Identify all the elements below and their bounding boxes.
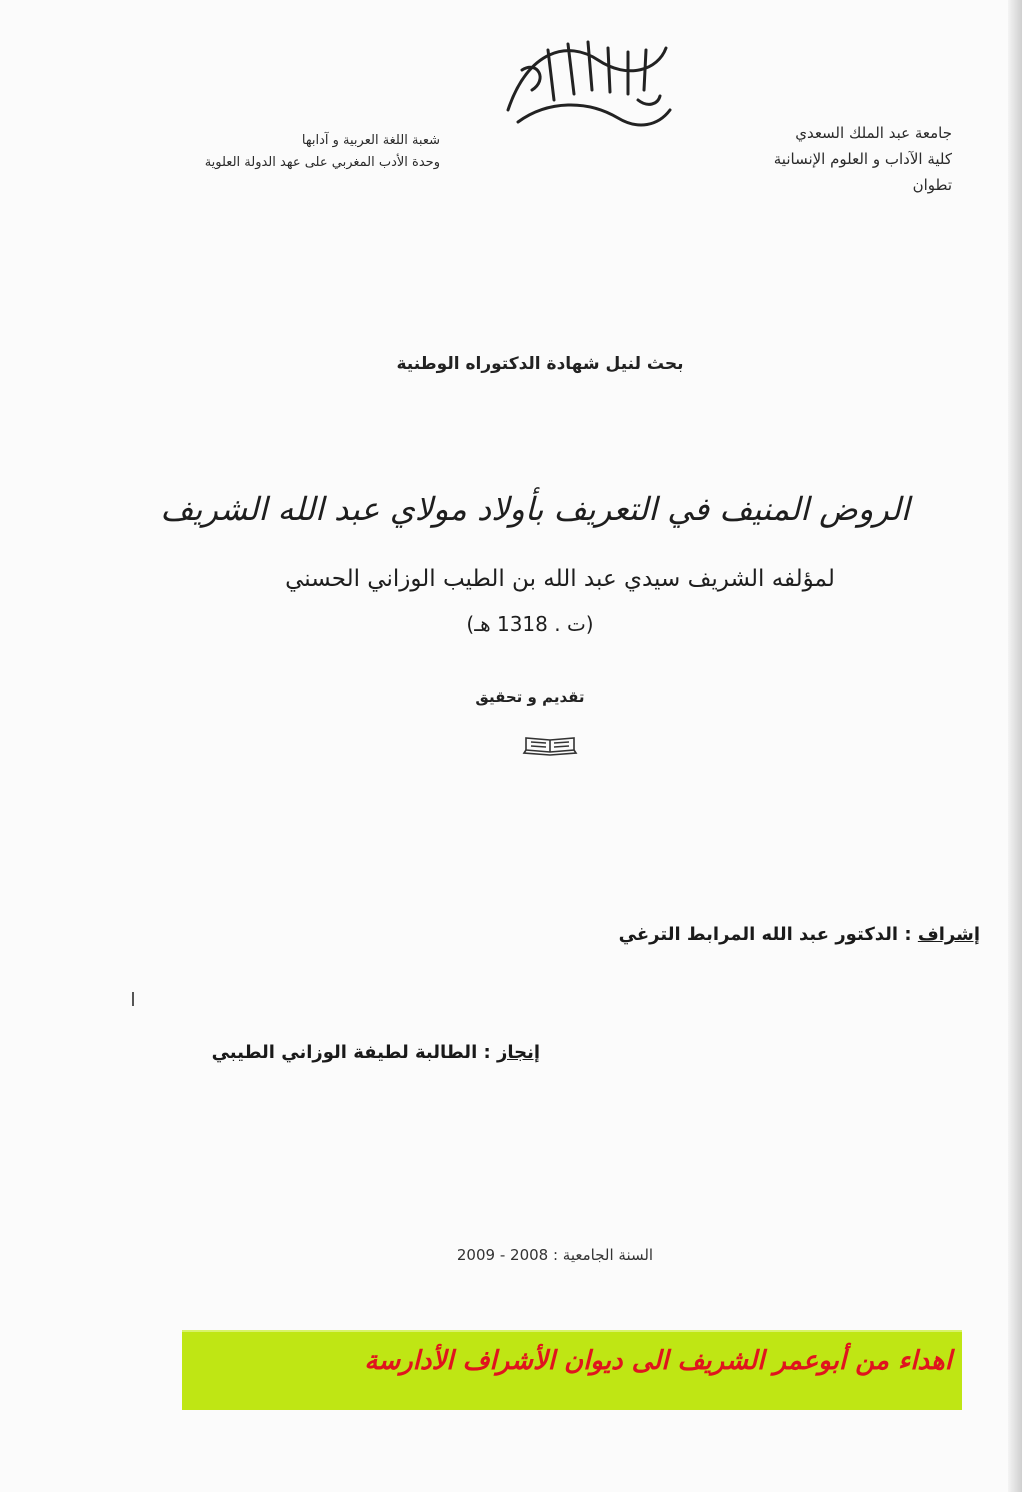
supervisor-name: الدكتور عبد الله المرابط الترغي [618,924,899,945]
research-type: بحث لنيل شهادة الدكتوراه الوطنية [396,354,684,374]
completion-separator: : [477,1042,497,1063]
supervision-separator: : [898,924,918,945]
dedication-banner [182,1330,962,1410]
completion-label: إنجاز [496,1042,540,1063]
scan-edge [1008,0,1022,1492]
university-name: جامعة عبد الملك السعدي [795,124,952,142]
dedication-text: اهداء من أبوعمر الشريف الى ديوان الأشراف الأدارسة [364,1346,952,1376]
university-block [692,120,952,198]
basmala-text: بسم الله الرحمن الرحيم [552,130,614,137]
author-line: لمؤلفه الشريف سيدي عبد الله بن الطيب الوزاني الحسني [285,566,835,592]
supervision-line [540,924,980,945]
intro-label: تقديم و تحقيق [475,688,585,706]
unit-name: وحدة الأدب المغربي على عهد الدولة العلوية [204,155,440,170]
academic-year: السنة الجامعية : 2008 - 2009 [456,1246,654,1264]
city-name: تطوان [912,176,952,194]
faculty-name: كلية الآداب و العلوم الإنسانية [773,150,952,168]
department-block [110,130,440,174]
completion-line [120,1042,540,1063]
division-name: شعبة اللغة العربية و آدابها [301,133,440,148]
death-date: (ت . 1318 هـ) [466,612,594,636]
margin-mark [132,992,134,1006]
open-book-icon [522,732,578,756]
student-name: الطالبة لطيفة الوزاني الطيبي [211,1042,478,1063]
book-title: الروض المنيف في التعريف بأولاد مولاي عبد الله الشريف [160,490,910,528]
supervision-label: إشراف [917,924,980,945]
basmala-calligraphy [488,30,678,140]
